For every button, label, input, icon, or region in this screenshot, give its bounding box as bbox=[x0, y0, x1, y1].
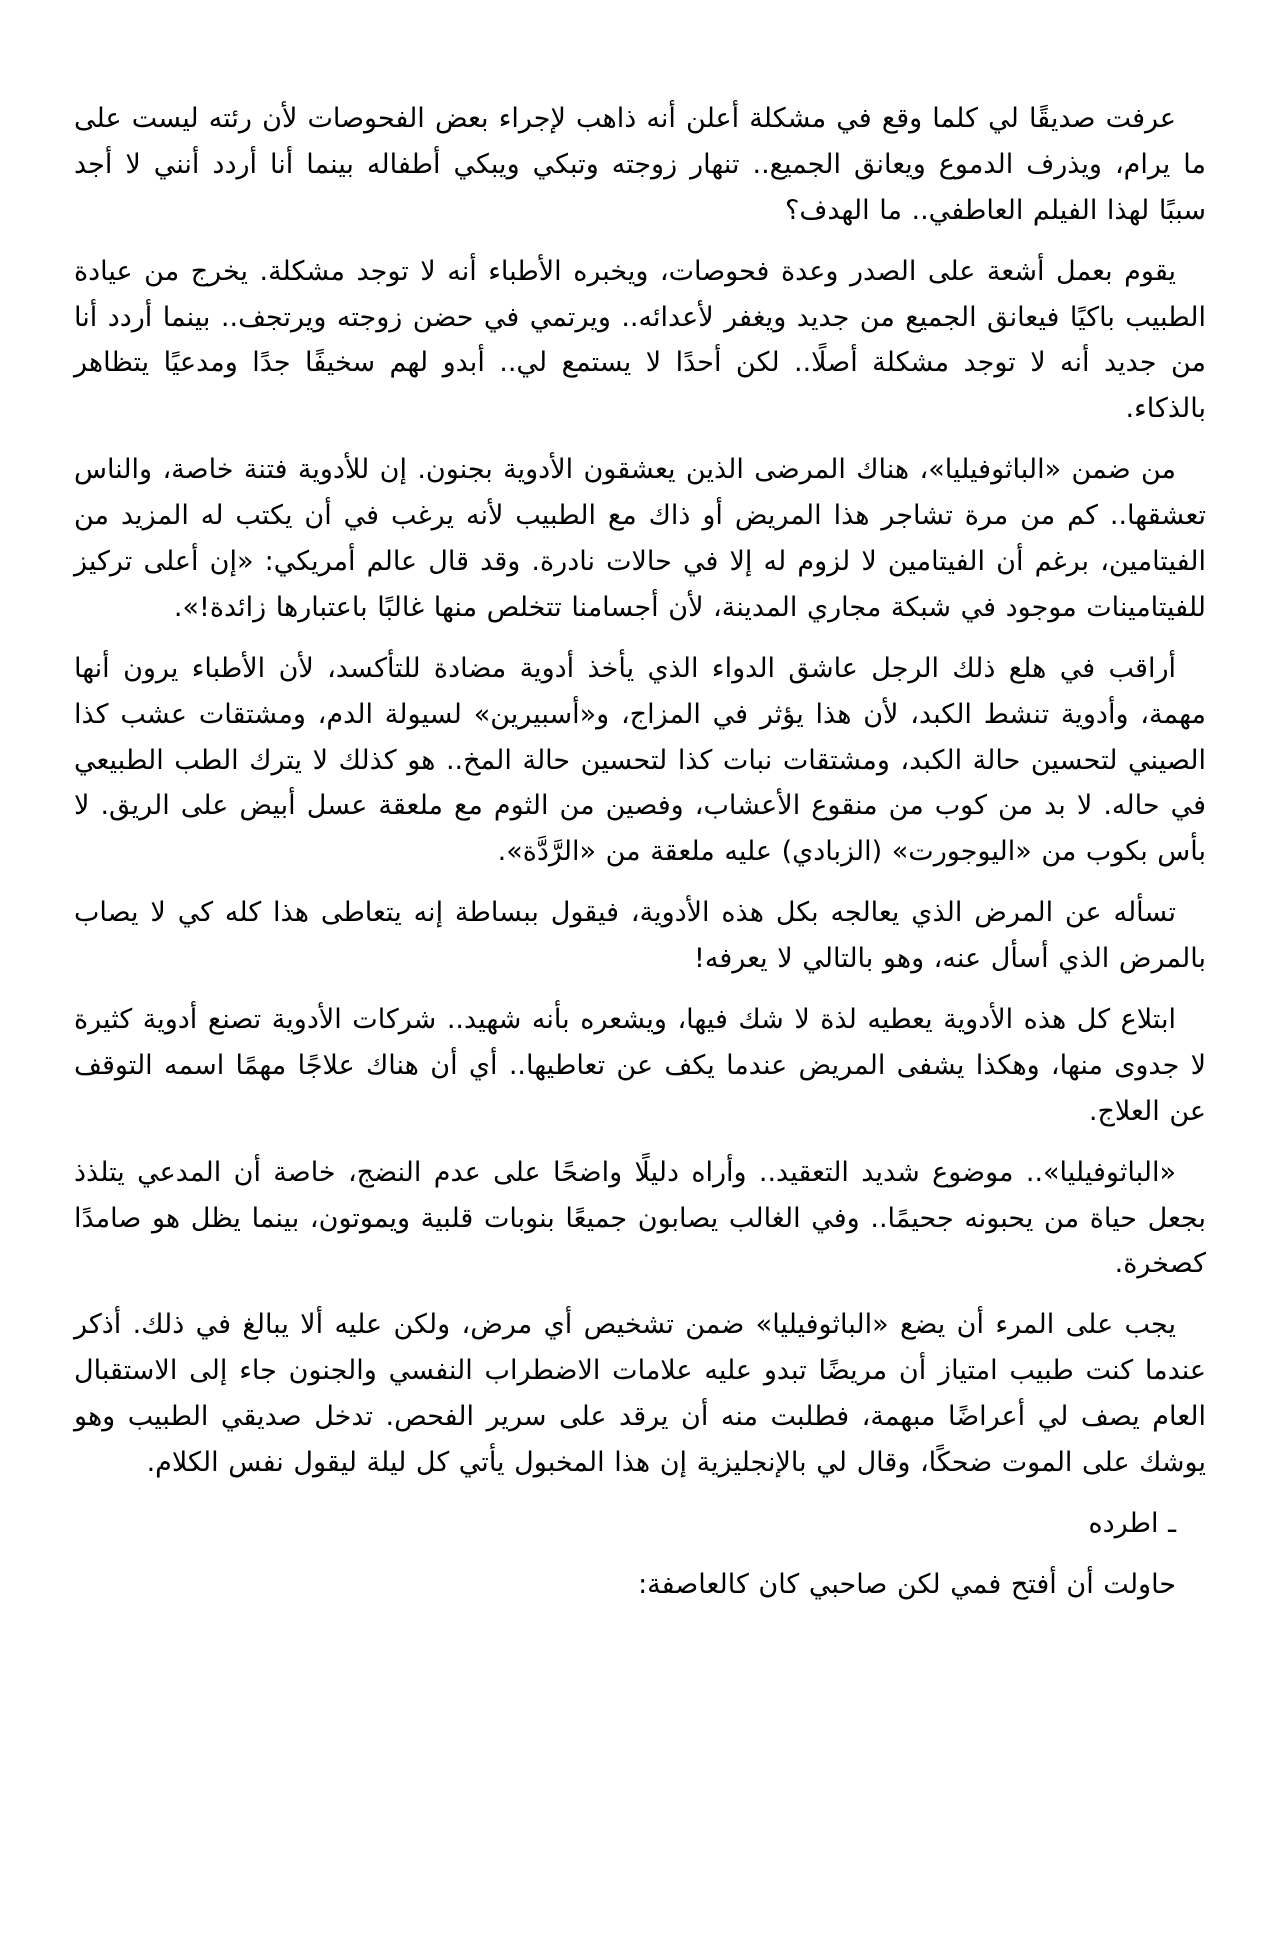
dialogue-line: ـ اطرده bbox=[1088, 1507, 1176, 1539]
paragraph: تسأله عن المرض الذي يعالجه بكل هذه الأدوية، فيقول ببساطة إنه يتعاطى هذا كله كي لا يصاب بالمرض الذي أسأل عنه، وهو بالتالي لا يعرفه! bbox=[74, 897, 1206, 975]
paragraph: ابتلاع كل هذه الأدوية يعطيه لذة لا شك فيها، ويشعره بأنه شهيد.. شركات الأدوية تصنع أدوية كثيرة لا جدوى منها، وهكذا يشفى المريض عندما يكف عن تعاطيها.. أي أن هناك علاجًا مهمًا اسمه التوقف عن العلاج. bbox=[74, 1004, 1206, 1127]
paragraph: يجب على المرء أن يضع «الباثوفيليا» ضمن تشخيص أي مرض، ولكن عليه ألا يبالغ في ذلك. أذكر عندما كنت طبيب امتياز أن مريضًا تبدو عليه علامات الاضطراب النفسي والجنون جاء إلى الاستقبال العام يصف لي أعراضًا مبهمة، فطلبت منه أن يرقد على سرير الفحص. تدخل صديقي الطبيب وهو يوشك على الموت ضحكًا، وقال لي بالإنجليزية إن هذا المخبول يأتي كل ليلة ليقول نفس الكلام. bbox=[74, 1309, 1206, 1479]
paragraph: أراقب في هلع ذلك الرجل عاشق الدواء الذي يأخذ أدوية مضادة للتأكسد، لأن الأطباء يرون أنها مهمة، وأدوية تنشط الكبد، لأن هذا يؤثر في المزاج، و«أسبيرين» لسيولة الدم، ومشتقات عشب كذا الصيني لتحسين حالة الكبد، ومشتقات نبات كذا لتحسين حالة المخ.. هو كذلك لا يترك الطب الطبيعي في حاله. لا بد من كوب من منقوع الأعشاب، وفصين من الثوم مع ملعقة عسل أبيض على الريق. لا بأس بكوب من «اليوجورت» (الزبادي) عليه ملعقة من «الرَّدَّة». bbox=[74, 652, 1206, 868]
paragraph: «الباثوفيليا».. موضوع شديد التعقيد.. وأراه دليلًا واضحًا على عدم النضج، خاصة أن المدعي يتلذذ بجعل حياة من يحبونه جحيمًا.. وفي الغالب يصابون جميعًا بنوبات قلبية ويموتون، بينما يظل هو صامدًا كصخرة. bbox=[74, 1156, 1206, 1280]
paragraph: من ضمن «الباثوفيليا»، هناك المرضى الذين يعشقون الأدوية بجنون. إن للأدوية فتنة خاصة، والناس تعشقها.. كم من مرة تشاجر هذا المريض أو ذاك مع الطبيب لأنه يرغب في أن يكتب له المزيد من الفيتامين، برغم أن الفيتامين لا لزوم له إلا في حالات نادرة. وقد قال عالم أمريكي: «إن أعلى تركيز للفيتامينات موجود في شبكة مجاري المدينة، لأن أجسامنا تتخلص منها غالبًا باعتبارها زائدة!». bbox=[74, 454, 1206, 623]
paragraph: عرفت صديقًا لي كلما وقع في مشكلة أعلن أنه ذاهب لإجراء بعض الفحوصات لأن رئته ليست على ما يرام، ويذرف الدموع ويعانق الجميع.. تنهار زوجته وتبكي ويبكي أطفاله بينما أنا أردد أنني لا أجد سببًا لهذا الفيلم العاطفي.. ما الهدف؟ bbox=[74, 103, 1206, 226]
closing-line: حاولت أن أفتح فمي لكن صاحبي كان كالعاصفة: bbox=[638, 1568, 1176, 1600]
paragraph: يقوم بعمل أشعة على الصدر وعدة فحوصات، ويخبره الأطباء أنه لا توجد مشكلة. يخرج من عيادة الطبيب باكيًا فيعانق الجميع من جديد ويغفر لأعدائه.. ويرتمي في حضن زوجته ويرتجف.. بينما أردد أنا من جديد أنه لا توجد مشكلة أصلًا.. لكن أحدًا لا يستمع لي.. أبدو لهم سخيفًا جدًا ومدعيًا يتظاهر بالذكاء. bbox=[74, 255, 1206, 425]
